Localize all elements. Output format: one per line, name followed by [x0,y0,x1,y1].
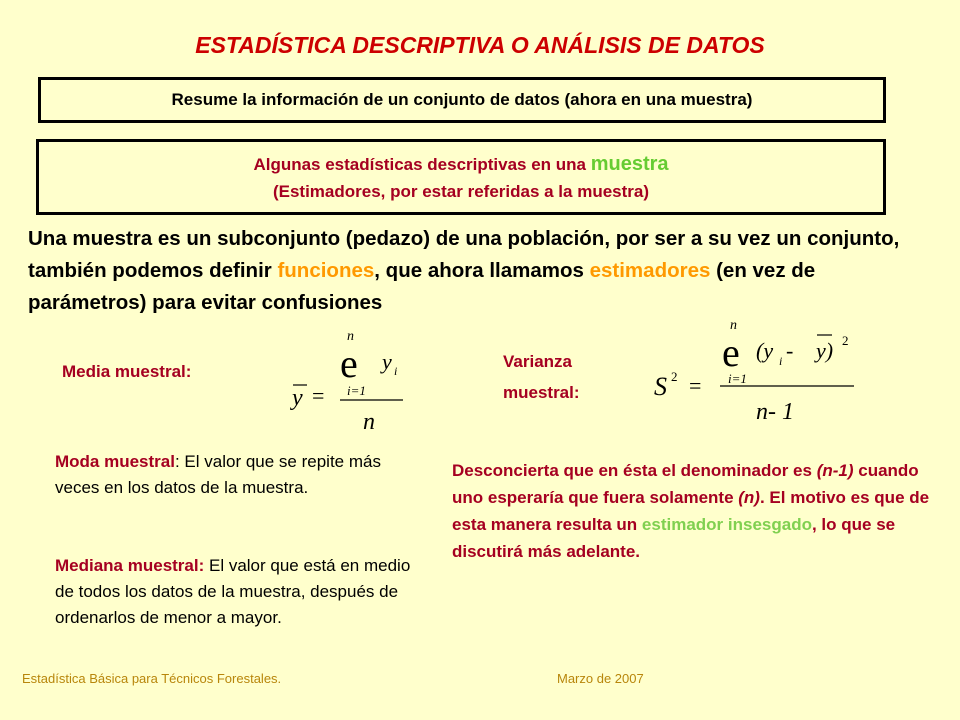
nota-paragraph [452,457,942,565]
media-ybar: y [292,385,303,411]
varianza-label-line1: Varianza [503,352,572,371]
intro-funciones: funciones [277,259,375,282]
box2-line1-text: Algunas estadísticas descriptivas en una [253,155,591,174]
varianza-formula [652,315,862,430]
media-lower: i=1 [347,383,366,398]
varianza-minus: - [786,338,794,363]
varianza-lower: i=1 [728,371,747,386]
nota-text-4: , lo que se discutirá más adelante. [452,515,896,561]
summary-box: Resume la información de un conjunto de datos (ahora en una muestra) [38,77,886,123]
nota-n-minus-1: (n-1) [816,461,854,480]
intro-paragraph [28,223,938,319]
moda-paragraph [55,449,415,501]
varianza-eq: = [689,373,702,398]
mediana-text: El valor que está en medio de todos los datos de la muestra, después de ordenarlos de menor a mayor. [55,556,411,627]
media-formula [285,325,415,435]
varianza-term: (y [756,338,774,363]
page-title: ESTADÍSTICA DESCRIPTIVA O ANÁLISIS DE DATOS [195,32,765,58]
intro-text-3: (en vez de parámetros) para evitar confusiones [28,259,816,314]
nota-text-3: . El motivo es que de esta manera resulta un [452,488,930,534]
varianza-S: S [654,372,667,401]
media-denom: n [363,409,375,435]
box2-line1 [39,151,883,178]
media-n-top: n [347,329,354,344]
media-label: Media muestral: [62,362,192,381]
box2-line2: (Estimadores, por estar referidas a la muestra) [272,182,650,201]
intro-estimadores: estimadores [589,259,711,282]
moda-text: : El valor que se repite más veces en los datos de la muestra. [55,452,381,497]
intro-text-2: , que ahora llamamos [374,259,590,282]
nota-n: (n) [738,488,760,507]
varianza-denom: n- 1 [756,399,794,425]
media-sub-i: i [394,364,398,378]
descriptive-stats-box [36,139,886,215]
media-yi: y [382,349,392,374]
varianza-sigma: e [722,330,740,375]
varianza-n-top: n [730,318,737,333]
varianza-sq: 2 [842,333,849,348]
footer-course: Estadística Básica para Técnicos Forestales. [22,671,282,686]
box2-muestra-word: muestra [590,153,669,175]
moda-label: Moda muestral [55,452,175,471]
nota-text-2: cuando uno esperaría que fuera solamente [452,461,919,507]
varianza-label [503,346,580,408]
footer-date: Marzo de 2007 [557,671,644,686]
media-eq: = [312,383,325,408]
mediana-label: Mediana muestral: [55,556,205,575]
varianza-ybar: y) [816,338,834,363]
varianza-label-line2: muestral: [503,383,580,402]
varianza-sub-i: i [779,354,783,368]
intro-text-1: Una muestra es un subconjunto (pedazo) de una población, por ser a su vez un conjunto, también podemos definir [28,227,900,282]
nota-estimador-insesgado: estimador insesgado [641,515,812,534]
varianza-S-sq: 2 [671,369,678,384]
mediana-paragraph [55,553,415,631]
media-sigma: e [340,341,358,386]
nota-text-1: Desconcierta que en ésta el denominador es [452,461,817,480]
